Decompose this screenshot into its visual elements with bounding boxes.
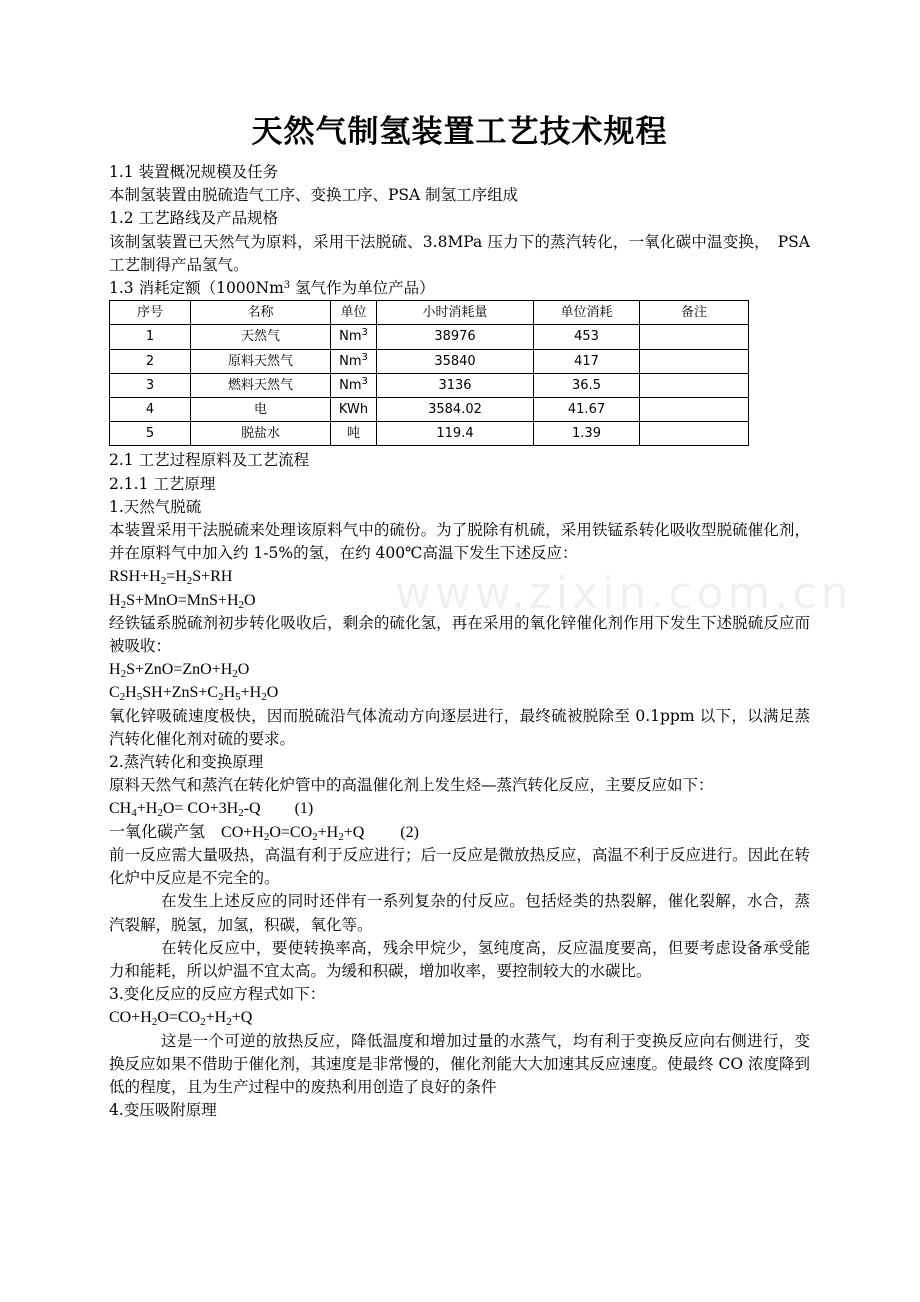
equation-rsh: $RSH+H_2=H_2S+RH$ [109,568,233,588]
cell-name: 电 [191,398,331,422]
section-2-1-1-heading: 2.1.1 工艺原理 [109,474,216,493]
cell-unit: Nm$^3$ [331,373,377,397]
equation-zns: $C_2H_5SH+ZnS+C_2H_5+H_2O$ [109,684,279,704]
cell-hourly: 35840 [377,349,534,373]
header-hourly: 小时消耗量 [377,301,534,325]
section-1-1-text: 本制氢装置由脱硫造气工序、变换工序、PSA 制氢工序组成 [109,186,519,205]
cell-per-unit: 36.5 [534,373,640,397]
equation-1: $CH_4+H_2O= CO+3H_2-Q$ (1) [109,800,314,820]
cell-hourly: 119.4 [377,422,534,446]
cell-note [640,398,749,422]
watermark: www.zixin.com.cn [395,568,853,619]
part-1-paragraph: 经铁锰系脱硫剂初步转化吸收后，剩余的硫化氢，再在采用的氧化锌催化剂作用下发生下述脱硫反应而被吸收： [109,613,810,656]
equation-2: 一氧化碳产氢 $CO+H_2O=CO_2+H_2+Q$ (2) [109,823,419,843]
cell-per-unit: 41.67 [534,398,640,422]
cell-per-unit: 417 [534,349,640,373]
part-1-paragraph: 氧化锌吸硫速度极快，因而脱硫沿气体流动方向逐层进行，最终硫被脱除至 0.1ppm 以下，以满足蒸汽转化催化剂对硫的要求。 [109,706,810,748]
document-page [109,112,810,1122]
cell-note [640,373,749,397]
cell-no: 3 [110,373,191,397]
equation-zno: $H_2S+ZnO=ZnO+H_2O$ [109,661,250,681]
part-2-paragraph: 原料天然气和蒸汽在转化炉管中的高温催化剂上发生烃—蒸汽转化反应，主要反应如下： [109,776,714,795]
section-1-2-heading: 1.2 工艺路线及产品规格 [109,209,279,228]
cell-note [640,325,749,349]
part-2-paragraph: 在转化反应中，要使转换率高，残余甲烷少，氢纯度高，反应温度要高，但要考虑设备承受能力和能耗，所以炉温不宜太高。为缓和积碳，增加收率，要控制较大的水碳比。 [109,938,810,980]
part-2-heading: 2.蒸汽转化和变换原理 [109,753,264,772]
document-title: 天然气制氢装置工艺技术规程 [251,114,668,150]
equation-1-number: (1) [294,800,314,818]
header-name: 名称 [191,301,331,325]
cell-note [640,422,749,446]
section-2-1-heading: 2.1 工艺过程原料及工艺流程 [109,451,310,470]
cell-name: 脱盐水 [191,422,331,446]
cell-unit: 吨 [331,422,377,446]
table-row [110,349,749,373]
part-3-paragraph: 这是一个可逆的放热反应，降低温度和增加过量的水蒸气，均有利于变换反应向右侧进行，变换反应如果不借助于催化剂，其速度是非常慢的，催化剂能大大加速其反应速度。使最终 CO 浓度降到低的程度，且为生产过程中的废热利用创造了良好的条件 [109,1031,810,1096]
table-row [110,398,749,422]
cell-unit: Nm$^3$ [331,325,377,349]
equation-shift: $CO+H_2O=CO_2+H_2+Q$ [109,1009,253,1029]
part-1-heading: 1.天然气脱硫 [109,497,202,516]
table-row [110,422,749,446]
cell-no: 4 [110,398,191,422]
cell-hourly: 3136 [377,373,534,397]
part-3-heading: 3.变化反应的反应方程式如下： [109,985,326,1004]
header-note: 备注 [640,301,749,325]
cell-per-unit: 1.39 [534,422,640,446]
section-1-1-heading: 1.1 装置概况规模及任务 [109,163,279,181]
cell-no: 5 [110,422,191,446]
equation-2-number: (2) [400,823,419,841]
cell-hourly: 38976 [377,325,534,349]
cell-name: 天然气 [191,325,331,349]
cell-per-unit: 453 [534,325,640,349]
header-unit: 单位 [331,301,377,325]
cell-unit: KWh [331,398,377,422]
cell-note [640,349,749,373]
section-1-2-text: 该制氢装置已天然气为原料，采用干法脱硫、3.8MPa 压力下的蒸汽转化，一氧化碳中温变换， PSA 工艺制得产品氢气。 [109,232,810,274]
cell-no: 2 [110,349,191,373]
table-row [110,325,749,349]
part-2-paragraph: 在发生上述反应的同时还伴有一系列复杂的付反应。包括烃类的热裂解，催化裂解，水合，蒸汽裂解，脱氢，加氢，积碳，氧化等。 [109,892,810,934]
part-2-paragraph: 前一反应需大量吸热，高温有利于反应进行；后一反应是微放热反应，高温不利于反应进行。因此在转化炉中反应是不完全的。 [109,845,810,888]
section-1-3-heading: 1.3 消耗定额（1000Nm$^3$ 氢气作为单位产品） [109,279,435,298]
header-no: 序号 [110,301,191,325]
cell-unit: Nm$^3$ [331,349,377,373]
equation-2-label: 一氧化碳产氢 [109,823,206,841]
table-row [110,373,749,397]
header-per-unit: 单位消耗 [534,301,640,325]
table-header-row [110,301,749,325]
part-1-paragraph: 本装置采用干法脱硫来处理该原料气中的硫份。为了脱除有机硫，采用铁锰系转化吸收型脱硫催化剂，并在原料气中加入约 1-5%的氢，在约 400℃高温下发生下述反应： [109,521,810,563]
equation-mno: $H_2S+MnO=MnS+H_2O$ [109,591,256,611]
cell-hourly: 3584.02 [377,398,534,422]
cell-name: 原料天然气 [191,349,331,373]
part-4-heading: 4.变压吸附原理 [109,1101,217,1120]
cell-name: 燃料天然气 [191,373,331,397]
cell-no: 1 [110,325,191,349]
consumption-table [109,300,749,446]
